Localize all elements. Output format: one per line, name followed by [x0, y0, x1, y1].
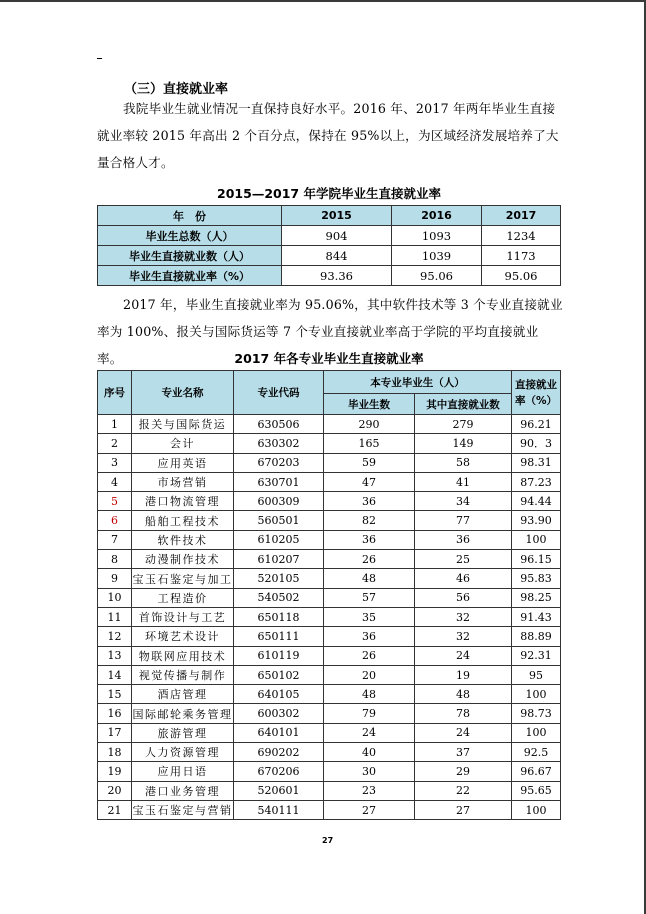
table-row — [98, 453, 561, 472]
major-name: 首饰设计与工艺 — [132, 607, 234, 626]
employed-count: 22 — [415, 781, 512, 800]
major-name: 物联网应用技术 — [132, 646, 234, 665]
employment-rate: 95.83 — [512, 569, 561, 588]
row-number: 9 — [98, 569, 132, 588]
row-number: 16 — [98, 704, 132, 723]
section-heading: （三）直接就业率 — [124, 82, 229, 97]
major-name: 宝玉石鉴定与营销 — [132, 800, 234, 819]
no-header: 序号 — [98, 371, 132, 415]
employment-rate: 100 — [512, 685, 561, 704]
graduates-count: 26 — [324, 646, 415, 665]
major-name: 软件技术 — [132, 530, 234, 549]
employed-count: 41 — [415, 472, 512, 491]
graduates-count: 36 — [324, 492, 415, 511]
graduates-count: 36 — [324, 627, 415, 646]
table-row — [98, 569, 561, 588]
employed-count: 24 — [415, 723, 512, 742]
employed-count: 24 — [415, 646, 512, 665]
employed-count: 27 — [415, 800, 512, 819]
major-code: 640105 — [234, 685, 324, 704]
cell-value: 93.36 — [282, 266, 392, 286]
cell-value: 844 — [282, 246, 392, 266]
major-code: 650111 — [234, 627, 324, 646]
employed-count: 25 — [415, 550, 512, 569]
yearly-employment-table — [97, 205, 561, 286]
cell-value: 1173 — [482, 246, 561, 266]
cell-value: 1039 — [392, 246, 482, 266]
row-number: 21 — [98, 800, 132, 819]
major-code: 610207 — [234, 550, 324, 569]
graduates-count: 24 — [324, 723, 415, 742]
cell-value: 1093 — [392, 226, 482, 246]
major-code: 670206 — [234, 762, 324, 781]
table-row — [98, 492, 561, 511]
table-row — [98, 646, 561, 665]
major-code: 630701 — [234, 472, 324, 491]
employed-count: 77 — [415, 511, 512, 530]
table2-body — [98, 415, 561, 820]
employment-rate: 92.31 — [512, 646, 561, 665]
row-number: 5 — [98, 492, 132, 511]
table1-row — [98, 266, 561, 286]
major-name: 动漫制作技术 — [132, 550, 234, 569]
major-name: 国际邮轮乘务管理 — [132, 704, 234, 723]
major-name: 宝玉石鉴定与加工 — [132, 569, 234, 588]
employed-header: 其中直接就业数 — [415, 394, 512, 415]
major-name: 报关与国际货运 — [132, 415, 234, 434]
employment-rate: 95.65 — [512, 781, 561, 800]
intro-paragraph: 我院毕业生就业情况一直保持良好水平。2016 年、2017 年两年毕业生直接就业率较 2015 年高出 2 个百分点，保持在 95%以上，为区域经济发展培养了大量合格人才。 — [97, 101, 559, 170]
major-code: 520105 — [234, 569, 324, 588]
graduates-count: 36 — [324, 530, 415, 549]
major-name: 会计 — [132, 434, 234, 453]
employed-count: 19 — [415, 665, 512, 684]
employed-count: 58 — [415, 453, 512, 472]
table-row — [98, 723, 561, 742]
major-code: 610205 — [234, 530, 324, 549]
table-row — [98, 800, 561, 819]
major-code: 600302 — [234, 704, 324, 723]
employment-rate: 90．3 — [512, 434, 561, 453]
table1-header-row — [98, 206, 561, 226]
graduates-header: 毕业生数 — [324, 394, 415, 415]
row-number: 18 — [98, 743, 132, 762]
table-row — [98, 665, 561, 684]
employment-rate: 93.90 — [512, 511, 561, 530]
header-mark — [97, 58, 102, 59]
employment-rate: 100 — [512, 530, 561, 549]
employment-rate: 95 — [512, 665, 561, 684]
employed-count: 279 — [415, 415, 512, 434]
major-employment-table — [97, 370, 561, 820]
row-number: 10 — [98, 588, 132, 607]
table-row — [98, 530, 561, 549]
year-2016-header: 2016 — [392, 206, 482, 226]
graduates-count: 35 — [324, 607, 415, 626]
graduates-count: 79 — [324, 704, 415, 723]
row-number: 4 — [98, 472, 132, 491]
summary-paragraph: 2017 年，毕业生直接就业率为 95.06%，其中软件技术等 3 个专业直接就业率为 100%、报关与国际货运等 7 个专业直接就业率高于学院的平均直接就业率。 — [97, 297, 563, 366]
row-number: 13 — [98, 646, 132, 665]
graduates-count: 165 — [324, 434, 415, 453]
major-code: 560501 — [234, 511, 324, 530]
employed-count: 36 — [415, 530, 512, 549]
row-number: 20 — [98, 781, 132, 800]
major-code: 540111 — [234, 800, 324, 819]
major-code: 630302 — [234, 434, 324, 453]
employment-rate: 88.89 — [512, 627, 561, 646]
graduates-count: 48 — [324, 685, 415, 704]
major-code: 640101 — [234, 723, 324, 742]
major-name: 应用英语 — [132, 453, 234, 472]
row-number: 17 — [98, 723, 132, 742]
employment-rate: 91.43 — [512, 607, 561, 626]
row-number: 3 — [98, 453, 132, 472]
graduates-count: 48 — [324, 569, 415, 588]
table-row — [98, 781, 561, 800]
graduates-count: 59 — [324, 453, 415, 472]
employment-rate: 98.25 — [512, 588, 561, 607]
graduates-count: 40 — [324, 743, 415, 762]
row-number: 19 — [98, 762, 132, 781]
major-name: 工程造价 — [132, 588, 234, 607]
table-row — [98, 588, 561, 607]
cell-value: 904 — [282, 226, 392, 246]
major-name: 旅游管理 — [132, 723, 234, 742]
employment-rate: 87.23 — [512, 472, 561, 491]
year-header: 年 份 — [98, 206, 282, 226]
name-header: 专业名称 — [132, 371, 234, 415]
employed-count: 34 — [415, 492, 512, 511]
major-name: 人力资源管理 — [132, 743, 234, 762]
employment-rate: 98.73 — [512, 704, 561, 723]
row-number: 2 — [98, 434, 132, 453]
employment-rate: 96.15 — [512, 550, 561, 569]
graduates-count: 47 — [324, 472, 415, 491]
row-number: 14 — [98, 665, 132, 684]
graduates-count: 20 — [324, 665, 415, 684]
graduates-count: 57 — [324, 588, 415, 607]
year-2017-header: 2017 — [482, 206, 561, 226]
cell-value: 95.06 — [482, 266, 561, 286]
employed-count: 32 — [415, 627, 512, 646]
table-row — [98, 743, 561, 762]
graduates-count: 23 — [324, 781, 415, 800]
row-label: 毕业生直接就业数（人） — [98, 246, 282, 266]
employment-rate: 98.31 — [512, 453, 561, 472]
table1-row — [98, 246, 561, 266]
employment-rate: 100 — [512, 800, 561, 819]
table-row — [98, 511, 561, 530]
page-number: 27 — [322, 836, 334, 845]
employed-count: 48 — [415, 685, 512, 704]
major-name: 船舶工程技术 — [132, 511, 234, 530]
major-name: 应用日语 — [132, 762, 234, 781]
table-row — [98, 550, 561, 569]
row-number: 1 — [98, 415, 132, 434]
employment-rate: 100 — [512, 723, 561, 742]
major-code: 540502 — [234, 588, 324, 607]
employed-count: 32 — [415, 607, 512, 626]
major-name: 酒店管理 — [132, 685, 234, 704]
table1-caption: 2015—2017 年学院毕业生直接就业率 — [217, 186, 441, 201]
major-name: 环境艺术设计 — [132, 627, 234, 646]
major-code: 600309 — [234, 492, 324, 511]
rate-header: 直接就业率（%） — [512, 371, 561, 415]
table-row — [98, 627, 561, 646]
major-code: 670203 — [234, 453, 324, 472]
major-code: 650118 — [234, 607, 324, 626]
graduates-count: 27 — [324, 800, 415, 819]
table-row — [98, 472, 561, 491]
row-number: 11 — [98, 607, 132, 626]
row-number: 8 — [98, 550, 132, 569]
table2-caption: 2017 年各专业毕业生直接就业率 — [234, 351, 424, 366]
employment-rate: 96.67 — [512, 762, 561, 781]
row-number: 7 — [98, 530, 132, 549]
code-header: 专业代码 — [234, 371, 324, 415]
employment-rate: 94.44 — [512, 492, 561, 511]
row-number: 12 — [98, 627, 132, 646]
table-row — [98, 762, 561, 781]
table-row — [98, 434, 561, 453]
page-top-border — [0, 0, 646, 2]
year-2015-header: 2015 — [282, 206, 392, 226]
major-code: 690202 — [234, 743, 324, 762]
employed-count: 56 — [415, 588, 512, 607]
major-code: 610119 — [234, 646, 324, 665]
major-name: 港口业务管理 — [132, 781, 234, 800]
graduates-count: 26 — [324, 550, 415, 569]
employment-rate: 96.21 — [512, 415, 561, 434]
table-row — [98, 607, 561, 626]
employed-count: 78 — [415, 704, 512, 723]
major-code: 630506 — [234, 415, 324, 434]
major-name: 视觉传播与制作 — [132, 665, 234, 684]
row-label: 毕业生总数（人） — [98, 226, 282, 246]
table-row — [98, 704, 561, 723]
table-row — [98, 685, 561, 704]
row-number: 6 — [98, 511, 132, 530]
major-code: 650102 — [234, 665, 324, 684]
major-code: 520601 — [234, 781, 324, 800]
graduates-group-header: 本专业毕业生（人） — [324, 371, 512, 394]
table1-row — [98, 226, 561, 246]
employed-count: 37 — [415, 743, 512, 762]
major-name: 市场营销 — [132, 472, 234, 491]
table-row — [98, 415, 561, 434]
graduates-count: 290 — [324, 415, 415, 434]
row-number: 15 — [98, 685, 132, 704]
employed-count: 149 — [415, 434, 512, 453]
employed-count: 46 — [415, 569, 512, 588]
row-label: 毕业生直接就业率（%） — [98, 266, 282, 286]
cell-value: 95.06 — [392, 266, 482, 286]
graduates-count: 30 — [324, 762, 415, 781]
major-name: 港口物流管理 — [132, 492, 234, 511]
employment-rate: 92.5 — [512, 743, 561, 762]
graduates-count: 82 — [324, 511, 415, 530]
employed-count: 29 — [415, 762, 512, 781]
cell-value: 1234 — [482, 226, 561, 246]
table2-header-row — [98, 371, 561, 394]
